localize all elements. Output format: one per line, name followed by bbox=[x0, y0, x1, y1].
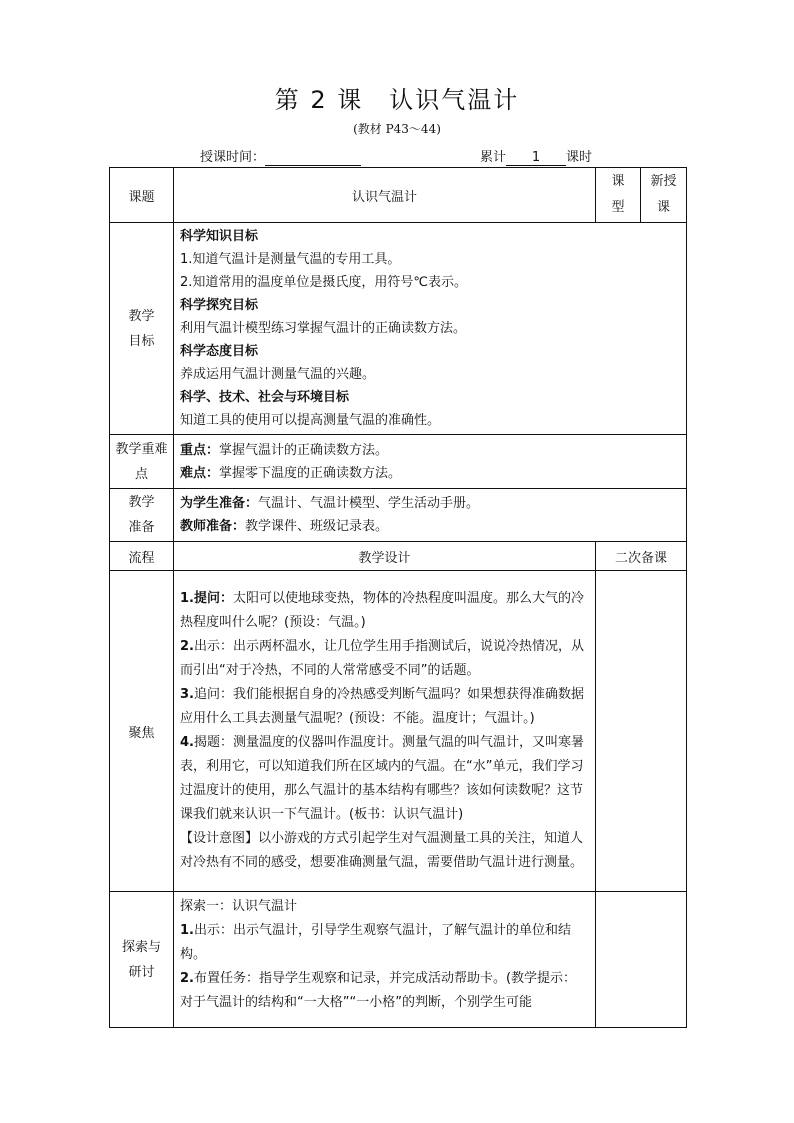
count-label: 累计 bbox=[480, 150, 507, 165]
explore-label: 探索与研讨 bbox=[110, 892, 174, 1028]
teaching-time bbox=[200, 146, 361, 166]
focus-revision-cell[interactable] bbox=[596, 571, 687, 892]
focus-step-text: 揭题：测量温度的仪器叫作温度计。测量气温的叫气温计，又叫寒暑表，利用它，可以知道我们所在区域内的气温。在“水”单元，我们学习过温度计的使用，那么气温计的基本结构有哪些？该如何读数呢？这节课我们就来认识一下气温计。(板书：认识气温计) bbox=[180, 735, 584, 822]
lesson-count bbox=[480, 146, 592, 166]
lesson-type-value: 新授课 bbox=[641, 168, 687, 223]
preparation-label: 教学准备 bbox=[110, 489, 174, 542]
teaching-time-label: 授课时间： bbox=[200, 150, 266, 165]
lesson-title: 第 2 课 认识气温计 bbox=[274, 86, 520, 114]
lesson-type-label: 课型 bbox=[596, 168, 641, 223]
student-prep-text: 气温计、气温计模型、学生活动手册。 bbox=[258, 496, 480, 511]
focus-row bbox=[110, 571, 687, 892]
explore-revision-cell[interactable] bbox=[596, 892, 687, 1028]
key-point-text: 掌握气温计的正确读数方法。 bbox=[219, 442, 389, 458]
explore-content bbox=[174, 892, 596, 1028]
goal-line: 1.知道气温计是测量气温的专用工具。 bbox=[180, 252, 401, 267]
key-points-row bbox=[110, 435, 687, 489]
focus-label: 聚焦 bbox=[110, 571, 174, 892]
focus-step-text: 追问：我们能根据自身的冷热感受判断气温吗？如果想获得准确数据应用什么工具去测量气温呢？(预设：不能。温度计；气温计。) bbox=[180, 687, 584, 726]
preparation-content bbox=[174, 489, 687, 542]
count-unit: 课时 bbox=[566, 150, 593, 165]
focus-content bbox=[174, 571, 596, 892]
difficult-point-text: 掌握零下温度的正确读数方法。 bbox=[219, 465, 402, 481]
teaching-time-blank[interactable] bbox=[265, 150, 361, 166]
explore-step-text: 出示：出示气温计，引导学生观察气温计，了解气温计的单位和结构。 bbox=[180, 923, 571, 962]
goal-heading-attitude: 科学态度目标 bbox=[180, 344, 259, 359]
focus-step-head: 4. bbox=[180, 735, 194, 750]
explore-step-text: 布置任务：指导学生观察和记录，并完成活动帮助卡。(教学提示：对于气温计的结构和“一大格”“一小格”的判断，个别学生可能 bbox=[180, 971, 577, 1010]
topic-row bbox=[110, 168, 687, 223]
topic-value: 认识气温计 bbox=[174, 168, 596, 223]
flow-header-row bbox=[110, 542, 687, 571]
explore-heading: 探索一：认识气温计 bbox=[180, 899, 298, 914]
goals-label: 教学目标 bbox=[110, 223, 174, 435]
lesson-plan-table bbox=[109, 167, 687, 1028]
goal-line: 利用气温计模型练习掌握气温计的正确读数方法。 bbox=[180, 321, 467, 336]
explore-row bbox=[110, 892, 687, 1028]
flow-col-header: 流程 bbox=[110, 542, 174, 571]
design-col-header: 教学设计 bbox=[174, 542, 596, 571]
focus-step-text: 太阳可以使地球变热，物体的冷热程度叫温度。那么大气的冷热程度叫什么呢？(预设：气温。) bbox=[180, 591, 584, 630]
teacher-prep-head: 教师准备： bbox=[180, 519, 246, 534]
focus-step-head: 3. bbox=[180, 687, 194, 702]
count-value[interactable]: 1 bbox=[506, 150, 566, 166]
goal-heading-inquiry: 科学探究目标 bbox=[180, 298, 259, 313]
teacher-prep-text: 教学课件、班级记录表。 bbox=[245, 519, 389, 534]
textbook-pages: (教材 P43～44) bbox=[353, 122, 441, 136]
focus-step-head: 1.提问： bbox=[180, 591, 233, 606]
design-intent: 【设计意图】以小游戏的方式引起学生对气温测量工具的关注，知道人对冷热有不同的感受，想要准确测量气温，需要借助气温计进行测量。 bbox=[180, 831, 584, 870]
goals-content bbox=[174, 223, 687, 435]
goal-line: 2.知道常用的温度单位是摄氏度，用符号℃表示。 bbox=[180, 275, 468, 290]
goals-row bbox=[110, 223, 687, 435]
goal-line: 养成运用气温计测量气温的兴趣。 bbox=[180, 367, 376, 382]
goal-heading-society: 科学、技术、社会与环境目标 bbox=[180, 390, 350, 405]
explore-step-head: 2. bbox=[180, 971, 194, 986]
revision-col-header: 二次备课 bbox=[596, 542, 687, 571]
preparation-row bbox=[110, 489, 687, 542]
difficult-point-head: 难点： bbox=[180, 465, 220, 481]
explore-step-head: 1. bbox=[180, 923, 194, 938]
topic-label: 课题 bbox=[110, 168, 174, 223]
key-points-content bbox=[174, 435, 687, 489]
student-prep-head: 为学生准备： bbox=[180, 496, 259, 511]
focus-step-text: 出示：出示两杯温水，让几位学生用手指测试后，说说冷热情况，从而引出“对于冷热，不同的人常常感受不同”的话题。 bbox=[180, 639, 584, 678]
goal-heading-knowledge: 科学知识目标 bbox=[180, 229, 259, 244]
focus-step-head: 2. bbox=[180, 639, 194, 654]
goal-line: 知道工具的使用可以提高测量气温的准确性。 bbox=[180, 413, 441, 428]
key-points-label: 教学重难点 bbox=[110, 435, 174, 489]
key-point-head: 重点： bbox=[180, 442, 220, 458]
